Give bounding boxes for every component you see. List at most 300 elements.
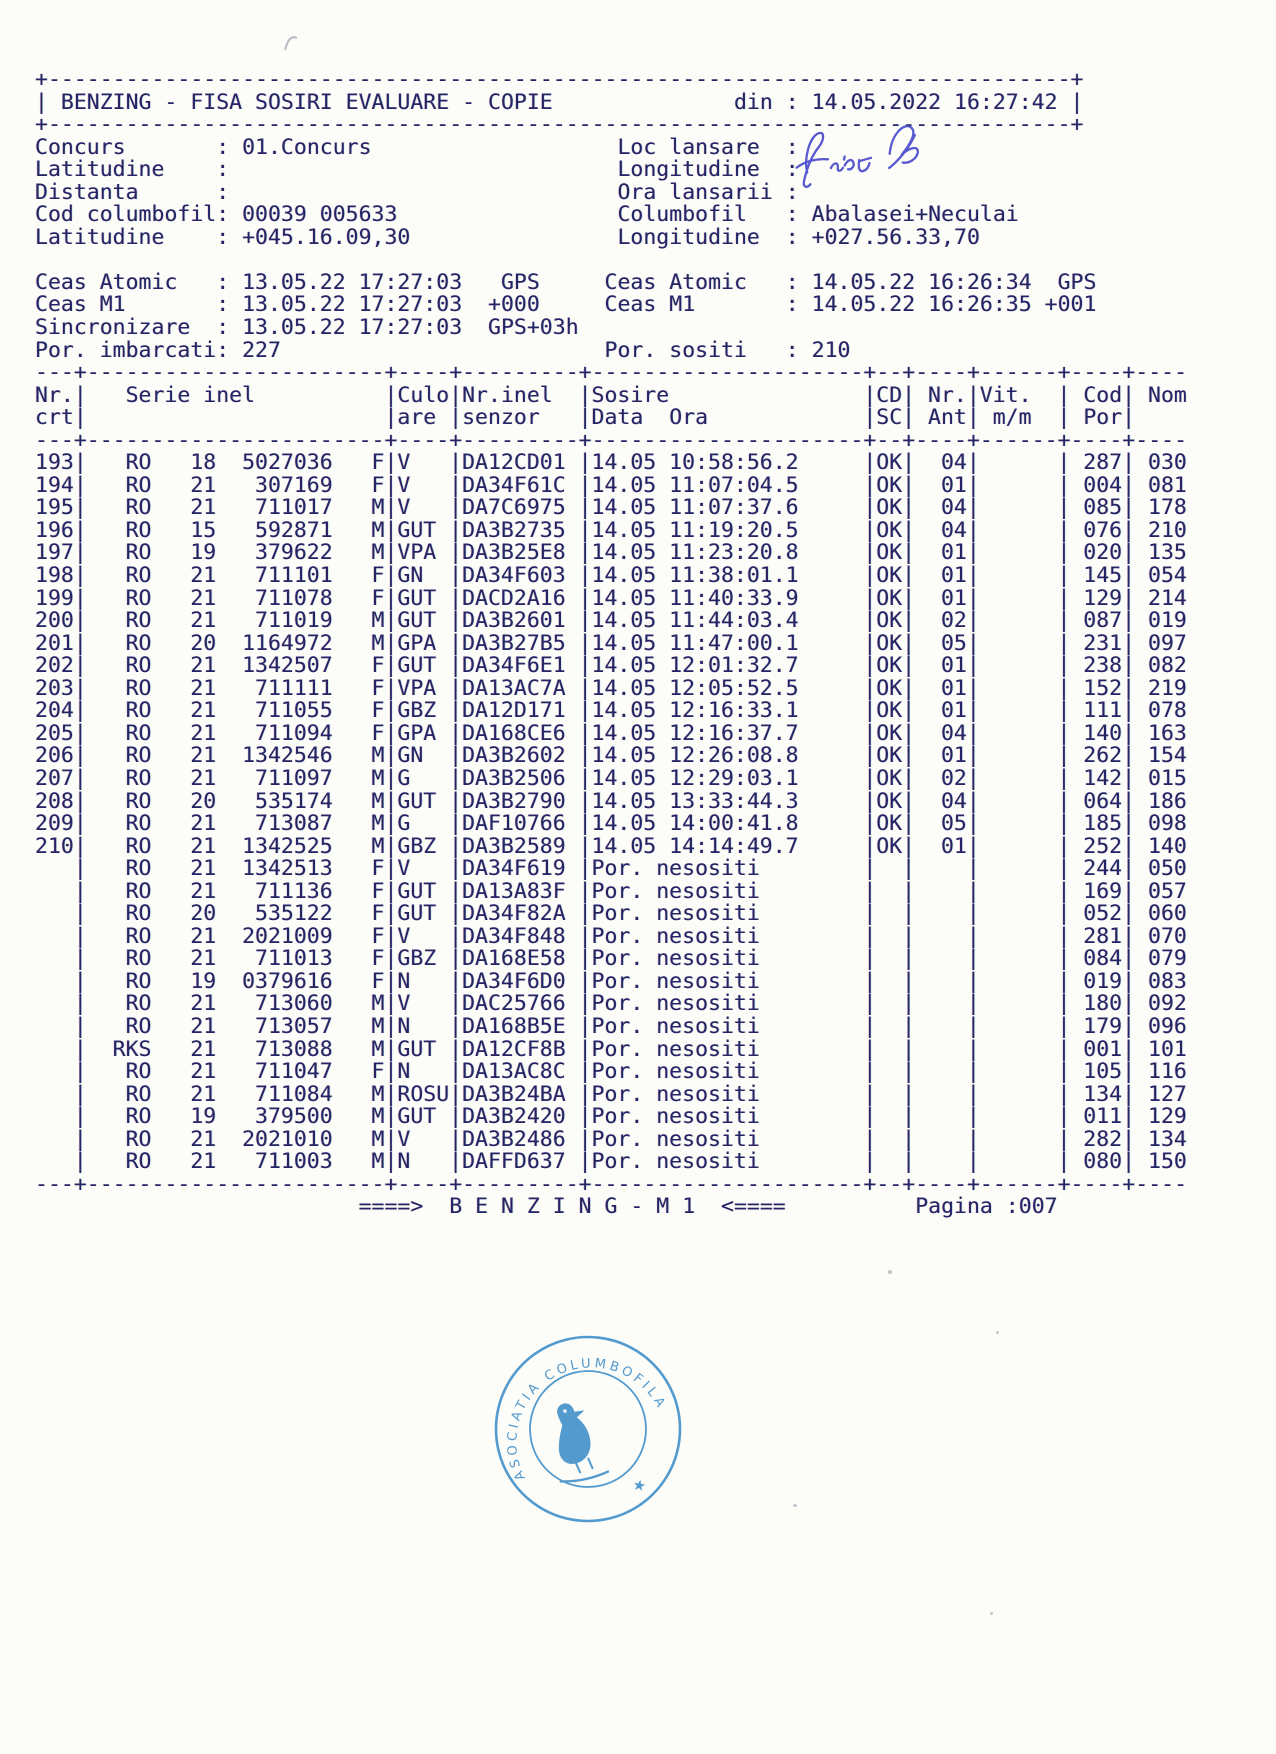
- cell-cd-sc: OK: [876, 788, 903, 814]
- column-divider: |: [902, 472, 916, 498]
- label-colon: :: [216, 292, 230, 318]
- column-divider: |: [384, 811, 398, 837]
- cell-sex: F: [371, 720, 385, 746]
- cell-sensor: DA3B2602: [462, 743, 566, 769]
- cell-arrival: Por. nesositi: [591, 946, 760, 972]
- column-divider: |: [966, 630, 980, 656]
- cell-color: GBZ: [397, 698, 437, 724]
- cell-country: RO: [125, 472, 152, 498]
- cell-color: GPA: [397, 630, 437, 656]
- cell-ring-number: 711003: [255, 1149, 333, 1175]
- cell-color: GUT: [397, 608, 437, 634]
- cell-sensor: DA3B25E8: [462, 540, 566, 566]
- column-divider: |: [1122, 878, 1136, 904]
- cell-cod-por: 252: [1083, 833, 1123, 859]
- column-divider: |: [863, 540, 877, 566]
- label-colon: :: [785, 134, 799, 160]
- column-divider: |: [449, 946, 463, 972]
- cell-nom: 135: [1148, 540, 1187, 566]
- column-divider: |: [73, 472, 87, 498]
- cell-ring-number: 592871: [255, 517, 333, 543]
- cell-ring-number: 713057: [255, 1013, 333, 1039]
- table-row: [35, 585, 1187, 611]
- column-divider: |: [902, 901, 916, 927]
- column-divider: |: [449, 1013, 463, 1039]
- column-divider: |: [966, 968, 980, 994]
- label-colon: :: [785, 292, 799, 318]
- cell-ring-number: 711019: [255, 608, 333, 634]
- scan-speck: [996, 1331, 999, 1334]
- column-divider: |: [1057, 1104, 1071, 1130]
- column-divider: |: [863, 675, 877, 701]
- cell-sex: F: [371, 450, 385, 476]
- cell-ring-number: 1342546: [242, 743, 333, 769]
- column-divider: |: [863, 833, 877, 859]
- column-divider: |: [449, 495, 463, 521]
- cell-sex: M: [371, 811, 385, 837]
- cell-ring-number: 5027036: [242, 450, 333, 476]
- column-divider: |: [863, 653, 877, 679]
- clock-right-value: 210: [811, 337, 851, 363]
- column-divider: |: [449, 540, 463, 566]
- column-divider: |: [449, 450, 463, 476]
- cell-cd-sc: OK: [876, 450, 903, 476]
- column-divider: |: [1057, 968, 1071, 994]
- column-divider: |: [578, 653, 592, 679]
- cell-arrival: 14.05 12:01:32.7: [591, 653, 799, 679]
- cell-nr-crt: 199: [35, 585, 74, 611]
- cell-color: G: [397, 765, 411, 791]
- cell-antenna: 04: [940, 495, 967, 521]
- column-divider: |: [449, 968, 463, 994]
- cell-sex: M: [371, 1036, 385, 1062]
- column-divider: |: [1122, 765, 1136, 791]
- column-divider: |: [1122, 698, 1136, 724]
- column-divider: |: [578, 856, 592, 882]
- cell-antenna: 01: [940, 585, 967, 611]
- cell-color: N: [397, 1149, 411, 1175]
- column-divider: |: [578, 765, 592, 791]
- cell-year: 21: [190, 608, 217, 634]
- column-divider: |: [449, 382, 463, 408]
- cell-ring-number: 2021009: [242, 923, 333, 949]
- column-divider: |: [73, 901, 87, 927]
- column-divider: |: [1057, 743, 1071, 769]
- cell-arrival: Por. nesositi: [591, 856, 760, 882]
- cell-country: RO: [125, 653, 152, 679]
- column-divider: |: [384, 856, 398, 882]
- table-row: [35, 1013, 1187, 1039]
- cell-cd-sc: OK: [876, 563, 903, 589]
- table-row: [35, 472, 1187, 498]
- column-divider: |: [384, 991, 398, 1017]
- info-left-label: Cod columbofil: [35, 202, 217, 228]
- column-divider: |: [1122, 923, 1136, 949]
- cell-arrival: 14.05 11:44:03.4: [591, 608, 799, 634]
- cell-nom: 116: [1148, 1059, 1187, 1085]
- cell-country: RO: [125, 901, 152, 927]
- cell-antenna: 05: [940, 630, 967, 656]
- header-senzor: Nr.inel: [462, 382, 553, 408]
- column-divider: |: [966, 720, 980, 746]
- column-divider: |: [578, 563, 592, 589]
- cell-sensor: DA3B2589: [462, 833, 566, 859]
- column-divider: |: [73, 878, 87, 904]
- scan-speck: [888, 1270, 892, 1274]
- column-divider: |: [863, 405, 877, 431]
- clock-line: [35, 337, 1187, 363]
- cell-ring-number: 379622: [255, 540, 333, 566]
- cell-cod-por: 179: [1083, 1013, 1123, 1039]
- label-colon: :: [216, 179, 230, 205]
- column-divider: |: [966, 946, 980, 972]
- cell-year: 19: [190, 968, 217, 994]
- cell-nom: 015: [1148, 765, 1187, 791]
- column-divider: |: [73, 450, 87, 476]
- cell-arrival: 14.05 11:47:00.1: [591, 630, 799, 656]
- table-row: [35, 788, 1187, 814]
- cell-color: GBZ: [397, 833, 437, 859]
- cell-ring-number: 713088: [255, 1036, 333, 1062]
- column-divider: |: [73, 675, 87, 701]
- column-divider: |: [73, 540, 87, 566]
- cell-arrival: Por. nesositi: [591, 1013, 760, 1039]
- column-divider: |: [1057, 811, 1071, 837]
- column-divider: |: [902, 608, 916, 634]
- cell-country: RO: [125, 1126, 152, 1152]
- column-divider: |: [73, 698, 87, 724]
- cell-country: RO: [125, 878, 152, 904]
- column-divider: |: [449, 653, 463, 679]
- clock-right-label: Ceas Atomic: [604, 269, 747, 295]
- column-divider: |: [1122, 540, 1136, 566]
- header-serie-inel: Serie inel: [125, 382, 256, 408]
- column-divider: |: [384, 1149, 398, 1175]
- cell-ring-number: 0379616: [242, 968, 333, 994]
- handwriting-stroke: [887, 125, 919, 164]
- cell-arrival: 14.05 13:33:44.3: [591, 788, 799, 814]
- column-divider: |: [578, 833, 592, 859]
- column-divider: |: [1057, 1036, 1071, 1062]
- table-row: [35, 565, 1187, 588]
- cell-nom: 078: [1148, 698, 1187, 724]
- header-cd-sc: CD: [876, 382, 903, 408]
- label-colon: :: [785, 179, 799, 205]
- column-divider: |: [73, 1149, 87, 1175]
- column-divider: |: [578, 675, 592, 701]
- cell-cod-por: 052: [1083, 901, 1123, 927]
- table-row: [35, 878, 1187, 904]
- column-divider: |: [1122, 585, 1136, 611]
- cell-color: GUT: [397, 653, 437, 679]
- column-divider: |: [449, 585, 463, 611]
- column-divider: |: [902, 405, 916, 431]
- cell-nr-crt: 197: [35, 540, 74, 566]
- handwritten-note: [790, 124, 940, 194]
- clock-left-label: Ceas M1: [35, 292, 126, 318]
- cell-arrival: 14.05 10:58:56.2: [591, 450, 799, 476]
- cell-color: GUT: [397, 1104, 437, 1130]
- column-divider: |: [1057, 1013, 1071, 1039]
- column-divider: |: [384, 1081, 398, 1107]
- column-divider: |: [384, 878, 398, 904]
- header-viteza: Vit.: [979, 382, 1032, 408]
- column-divider: |: [902, 563, 916, 589]
- column-divider: |: [578, 946, 592, 972]
- cell-cd-sc: OK: [876, 472, 903, 498]
- column-divider: |: [578, 1081, 592, 1107]
- column-divider: |: [73, 630, 87, 656]
- table-row: [35, 1151, 1187, 1174]
- clock-right-value: 14.05.22 16:26:34 GPS: [811, 269, 1097, 295]
- cell-sensor: DA3B2506: [462, 765, 566, 791]
- info-right-label: Longitudine: [617, 157, 760, 183]
- column-divider: |: [73, 1104, 87, 1130]
- column-divider: |: [966, 517, 980, 543]
- column-divider: |: [578, 1104, 592, 1130]
- cell-nr-crt: 202: [35, 653, 74, 679]
- column-divider: |: [863, 1126, 877, 1152]
- column-divider: |: [578, 968, 592, 994]
- cell-ring-number: 711097: [255, 765, 333, 791]
- cell-cd-sc: OK: [876, 675, 903, 701]
- column-divider: |: [578, 1013, 592, 1039]
- column-divider: |: [449, 1059, 463, 1085]
- cell-color: V: [397, 991, 411, 1017]
- column-divider: |: [863, 1059, 877, 1085]
- column-divider: |: [578, 923, 592, 949]
- column-divider: |: [863, 720, 877, 746]
- cell-arrival: Por. nesositi: [591, 1036, 760, 1062]
- header-cod-por: Cod: [1083, 382, 1123, 408]
- column-divider: |: [863, 1081, 877, 1107]
- cell-color: N: [397, 1059, 411, 1085]
- column-divider: |: [902, 382, 916, 408]
- cell-ring-number: 1342525: [242, 833, 333, 859]
- cell-cod-por: 134: [1083, 1081, 1123, 1107]
- column-divider: |: [1122, 833, 1136, 859]
- column-divider: |: [384, 585, 398, 611]
- cell-cod-por: 064: [1083, 788, 1123, 814]
- cell-country: RO: [125, 540, 152, 566]
- cell-nom: 082: [1148, 653, 1187, 679]
- column-divider: |: [384, 946, 398, 972]
- info-line: [35, 159, 1187, 182]
- cell-antenna: 02: [940, 608, 967, 634]
- cell-country: RO: [125, 675, 152, 701]
- column-divider: |: [449, 405, 463, 431]
- cell-year: 21: [190, 991, 217, 1017]
- column-divider: |: [449, 563, 463, 589]
- column-divider: |: [863, 991, 877, 1017]
- column-divider: |: [449, 833, 463, 859]
- column-divider: |: [966, 1126, 980, 1152]
- cell-arrival: 14.05 12:29:03.1: [591, 765, 799, 791]
- cell-color: GUT: [397, 901, 437, 927]
- column-divider: |: [1122, 811, 1136, 837]
- report-date-label: din :: [733, 89, 799, 115]
- cell-country: RKS: [112, 1036, 152, 1062]
- column-divider: |: [902, 675, 916, 701]
- cell-country: RO: [125, 563, 152, 589]
- cell-ring-number: 711078: [255, 585, 333, 611]
- cell-arrival: 14.05 11:07:37.6: [591, 495, 799, 521]
- cell-nom: 101: [1148, 1036, 1187, 1062]
- cell-color: V: [397, 923, 411, 949]
- cell-sensor: DA34F6E1: [462, 653, 566, 679]
- column-divider: |: [966, 1036, 980, 1062]
- column-divider: |: [863, 472, 877, 498]
- cell-ring-number: 711084: [255, 1081, 333, 1107]
- column-divider: |: [449, 811, 463, 837]
- column-divider: |: [966, 540, 980, 566]
- header-nr: Nr.: [35, 382, 74, 408]
- column-divider: |: [863, 1013, 877, 1039]
- cell-color: GPA: [397, 720, 437, 746]
- cell-sex: M: [371, 540, 385, 566]
- column-divider: |: [384, 968, 398, 994]
- column-divider: |: [1057, 788, 1071, 814]
- cell-arrival: Por. nesositi: [591, 1081, 760, 1107]
- cell-sensor: DA13AC8C: [462, 1059, 566, 1085]
- column-divider: |: [578, 608, 592, 634]
- column-divider: |: [863, 495, 877, 521]
- cell-sensor: DA34F6D0: [462, 968, 566, 994]
- cell-ring-number: 713060: [255, 991, 333, 1017]
- cell-sensor: DA3B2420: [462, 1104, 566, 1130]
- cell-arrival: 14.05 11:19:20.5: [591, 517, 799, 543]
- column-divider: |: [73, 833, 87, 859]
- cell-sex: F: [371, 698, 385, 724]
- column-divider: |: [902, 1149, 916, 1175]
- cell-sex: M: [371, 630, 385, 656]
- table-row: [35, 1126, 1187, 1152]
- cell-arrival: 14.05 11:23:20.8: [591, 540, 799, 566]
- cell-year: 21: [190, 585, 217, 611]
- column-divider: |: [1122, 1126, 1136, 1152]
- column-divider: |: [578, 743, 592, 769]
- table-row: [35, 630, 1187, 656]
- column-divider: |: [1122, 743, 1136, 769]
- cell-sex: F: [371, 563, 385, 589]
- cell-sensor: DA3B24BA: [462, 1081, 566, 1107]
- label-colon: :: [216, 224, 230, 250]
- cell-year: 21: [190, 1059, 217, 1085]
- column-divider: |: [1122, 946, 1136, 972]
- cell-sensor: DA34F61C: [462, 472, 566, 498]
- cell-arrival: Por. nesositi: [591, 968, 760, 994]
- cell-nom: 030: [1148, 450, 1187, 476]
- column-divider: |: [863, 585, 877, 611]
- cell-cod-por: 105: [1083, 1059, 1123, 1085]
- cell-sensor: DA3B27B5: [462, 630, 566, 656]
- cell-nr-crt: 206: [35, 743, 74, 769]
- report-date-value: 14.05.2022 16:27:42: [811, 89, 1058, 115]
- clock-left-label: Ceas Atomic: [35, 269, 178, 295]
- table-row: [35, 833, 1187, 859]
- cell-color: GUT: [397, 1036, 437, 1062]
- table-row: [35, 542, 1187, 565]
- column-divider: |: [902, 517, 916, 543]
- column-divider: |: [863, 901, 877, 927]
- label-colon: :: [785, 157, 799, 183]
- column-divider: |: [1057, 382, 1071, 408]
- column-divider: |: [1122, 472, 1136, 498]
- cell-nom: 163: [1148, 720, 1187, 746]
- cell-color: GN: [397, 563, 424, 589]
- column-divider: |: [902, 1036, 916, 1062]
- cell-color: V: [397, 450, 411, 476]
- cell-cod-por: 020: [1083, 540, 1123, 566]
- cell-year: 21: [190, 946, 217, 972]
- column-divider: |: [1057, 1059, 1071, 1085]
- column-divider: |: [578, 698, 592, 724]
- cell-color: V: [397, 1126, 411, 1152]
- column-divider: |: [1057, 653, 1071, 679]
- cell-arrival: Por. nesositi: [591, 1149, 760, 1175]
- cell-year: 21: [190, 653, 217, 679]
- cell-color: VPA: [397, 675, 437, 701]
- column-divider: |: [384, 765, 398, 791]
- label-colon: :: [216, 337, 230, 363]
- cell-country: RO: [125, 788, 152, 814]
- column-divider: |: [863, 765, 877, 791]
- border-pipe: |: [1070, 89, 1084, 115]
- column-divider: |: [1122, 968, 1136, 994]
- column-divider: |: [578, 1036, 592, 1062]
- info-right-label: Ora lansarii: [617, 179, 773, 205]
- cell-ring-number: 711101: [255, 563, 333, 589]
- cell-sex: F: [371, 653, 385, 679]
- cell-country: RO: [125, 856, 152, 882]
- cell-nom: 186: [1148, 788, 1187, 814]
- cell-nom: 054: [1148, 563, 1187, 589]
- cell-antenna: 01: [940, 698, 967, 724]
- column-divider: |: [902, 923, 916, 949]
- cell-nom: 150: [1148, 1149, 1187, 1175]
- cell-country: RO: [125, 1104, 152, 1130]
- cell-cod-por: 152: [1083, 675, 1123, 701]
- cell-country: RO: [125, 517, 152, 543]
- cell-cod-por: 145: [1083, 563, 1123, 589]
- cell-sex: F: [371, 878, 385, 904]
- cell-year: 21: [190, 720, 217, 746]
- column-divider: |: [966, 901, 980, 927]
- column-divider: |: [1057, 1126, 1071, 1152]
- cell-color: GN: [397, 743, 424, 769]
- column-divider: |: [863, 450, 877, 476]
- scan-speck: [990, 1612, 993, 1615]
- header-cod-por: Por: [1083, 405, 1123, 431]
- cell-color: GUT: [397, 517, 437, 543]
- cell-nom: 178: [1148, 495, 1187, 521]
- cell-ring-number: 1164972: [242, 630, 333, 656]
- column-divider: |: [578, 382, 592, 408]
- cell-year: 19: [190, 1104, 217, 1130]
- cell-sex: M: [371, 788, 385, 814]
- cell-nom: 057: [1148, 878, 1187, 904]
- table-row: [35, 948, 1187, 971]
- cell-color: V: [397, 856, 411, 882]
- cell-year: 21: [190, 856, 217, 882]
- column-divider: |: [73, 1081, 87, 1107]
- column-divider: |: [902, 968, 916, 994]
- column-divider: |: [966, 450, 980, 476]
- cell-nom: 097: [1148, 630, 1187, 656]
- column-divider: |: [73, 382, 87, 408]
- table-row: [35, 1081, 1187, 1107]
- info-right-label: Longitudine: [617, 224, 760, 250]
